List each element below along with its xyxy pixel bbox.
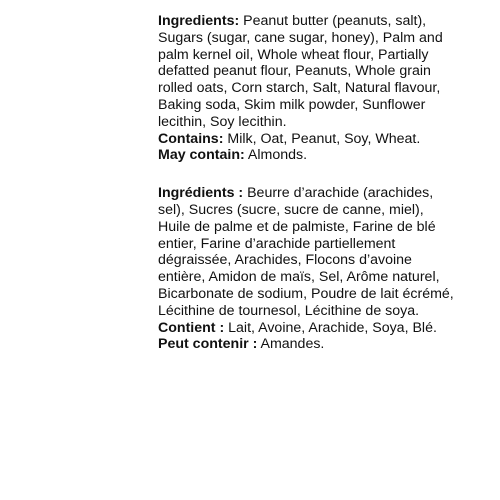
french-ingredients-text: Beurre d’arachide (arachides, sel), Sucres (sucre, sucre de canne, miel), Huile de palme et de palmiste, Farine de blé entier, Farine d’arachide partiellement dégraissée, Arachides, Flocons d’avoine entière, Amidon de maïs, Sel, Arôme naturel, Bicarbonate de sodium, Poudre de lait écrémé, Lécithine de tournesol, Lécithine de soya. [158, 185, 454, 319]
french-may-contain [158, 336, 458, 353]
french-contains [158, 320, 458, 337]
french-may-contain-text: Amandes. [260, 336, 325, 353]
section-spacer [158, 164, 458, 185]
english-may-contain-text: Almonds. [247, 147, 308, 164]
english-contains [158, 131, 458, 148]
english-contains-heading: Contains: [158, 130, 224, 147]
french-ingredients-heading: Ingrédients : [158, 185, 244, 202]
english-ingredients-heading: Ingredients: [158, 13, 240, 29]
ingredient-label [158, 13, 458, 353]
english-may-contain [158, 147, 458, 164]
french-section [158, 185, 458, 353]
english-contains-text: Milk, Oat, Peanut, Soy, Wheat. [227, 130, 421, 147]
french-contains-text: Lait, Avoine, Arachide, Soya, Blé. [228, 319, 437, 336]
french-ingredients [158, 185, 458, 319]
french-contains-heading: Contient : [158, 319, 225, 336]
french-may-contain-heading: Peut contenir : [158, 336, 258, 353]
english-section [158, 13, 458, 164]
english-ingredients [158, 13, 458, 131]
english-ingredients-text: Peanut butter (peanuts, salt), Sugars (sugar, cane sugar, honey), Palm and palm kernel oil, Whole wheat flour, Partially defatted peanut flour, Peanuts, Whole grain rolled oats, Corn starch, Salt, Natural flavour, Baking soda, Skim milk powder, Sunflower lecithin, Soy lecithin. [158, 13, 443, 130]
english-may-contain-heading: May contain: [158, 147, 245, 164]
